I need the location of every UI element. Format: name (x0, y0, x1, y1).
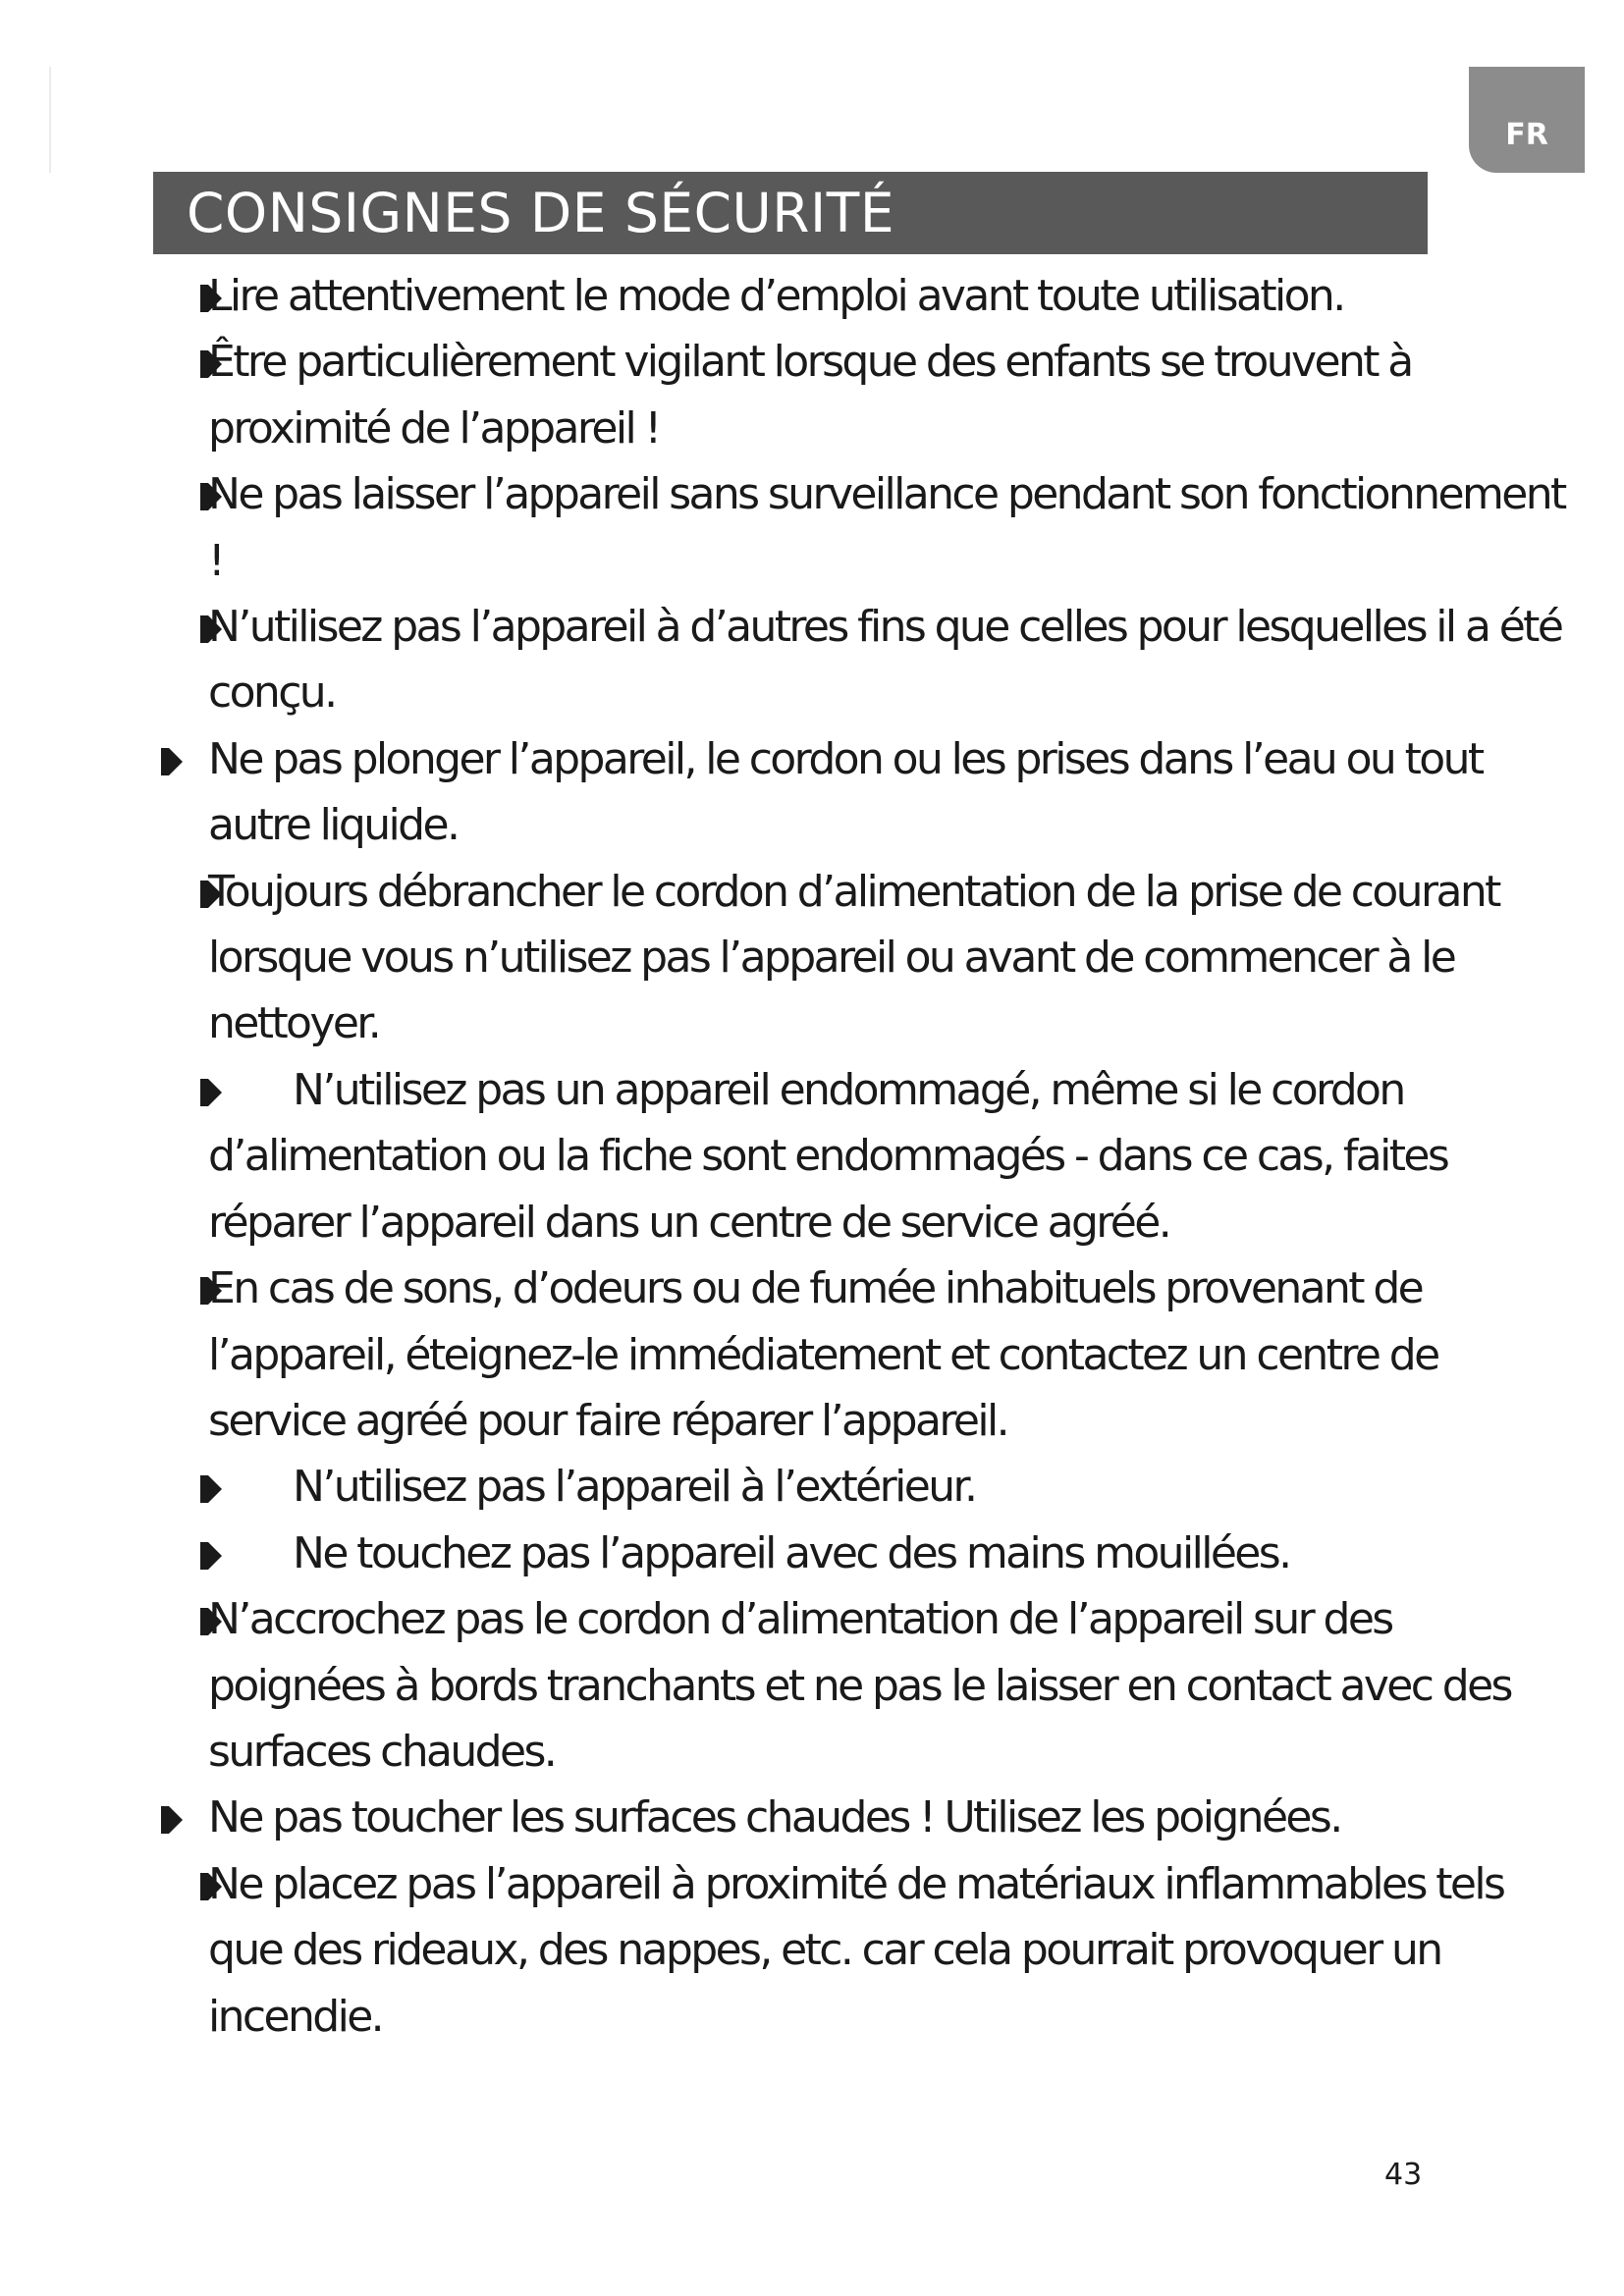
list-item (0, 263, 1624, 329)
list-item-text: En cas de sons, d’odeurs ou de fumée inhabituels provenant de l’appareil, éteignez-le immédiatement et contactez un centre de service agréé pour faire réparer l’appareil. (208, 1263, 1438, 1446)
list-item (0, 461, 1624, 594)
bullet-icon (208, 483, 222, 510)
page-edge-line (49, 67, 51, 173)
bullet-icon (208, 1277, 222, 1305)
list-item-text: Lire attentivement le mode d’emploi avant toute utilisation. (208, 271, 1344, 321)
bullet-icon (208, 615, 222, 643)
list-item (0, 1586, 1624, 1785)
list-item-text: Ne pas toucher les surfaces chaudes ! Utilisez les poignées. (208, 1792, 1341, 1843)
list-item-text: Ne pas laisser l’appareil sans surveillance pendant son fonctionnement ! (208, 469, 1565, 586)
list-item-text: Ne touchez pas l’appareil avec des mains mouillées. (293, 1527, 1290, 1578)
bullet-icon (208, 285, 222, 312)
list-item (0, 859, 1624, 1057)
list-item (0, 1255, 1624, 1454)
bullet-icon (208, 1873, 222, 1900)
bullet-icon (208, 350, 222, 378)
list-item (0, 1057, 1624, 1255)
list-item (0, 1521, 1624, 1586)
bullet-icon (208, 1542, 222, 1570)
bullet-icon (208, 1608, 222, 1635)
list-item-text: N’accrochez pas le cordon d’alimentation de l’appareil sur des poignées à bords tranchants et ne pas le laisser en contact avec des surfaces chaudes. (208, 1594, 1511, 1777)
bullet-icon (169, 748, 183, 775)
list-item-text: N’utilisez pas un appareil endommagé, même si le cordon d’alimentation ou la fiche sont endommagés - dans ce cas, faites réparer l’appareil dans un centre de service agréé. (208, 1064, 1448, 1248)
list-item-text: Ne pas plonger l’appareil, le cordon ou les prises dans l’eau ou tout autre liquide. (208, 733, 1483, 851)
list-item (0, 594, 1624, 726)
bullet-icon (169, 1806, 183, 1834)
section-title: CONSIGNES DE SÉCURITÉ (153, 172, 1428, 254)
language-tab: FR (1469, 67, 1585, 173)
safety-instructions-list (0, 263, 1624, 2050)
bullet-icon (208, 881, 222, 908)
bullet-icon (208, 1475, 222, 1503)
bullet-icon (208, 1079, 222, 1106)
list-item-text: Ne placez pas l’appareil à proximité de matériaux inflammables tels que des rideaux, des nappes, etc. car cela pourrait provoquer un incendie. (208, 1858, 1504, 2042)
list-item-text: N’utilisez pas l’appareil à l’extérieur. (293, 1462, 976, 1513)
list-item-text: Toujours débrancher le cordon d’alimentation de la prise de courant lorsque vous n’utilisez pas l’appareil ou avant de commencer à le nettoyer. (208, 866, 1499, 1049)
list-item-text: N’utilisez pas l’appareil à d’autres fins que celles pour lesquelles il a été conçu. (208, 602, 1562, 719)
list-item (0, 329, 1624, 461)
page-number: 43 (1384, 2158, 1423, 2192)
list-item (0, 1851, 1624, 2050)
list-item (0, 1454, 1624, 1520)
list-item (0, 1785, 1624, 1850)
list-item-text: Être particulièrement vigilant lorsque des enfants se trouvent à proximité de l’appareil ! (208, 337, 1412, 454)
list-item (0, 726, 1624, 859)
